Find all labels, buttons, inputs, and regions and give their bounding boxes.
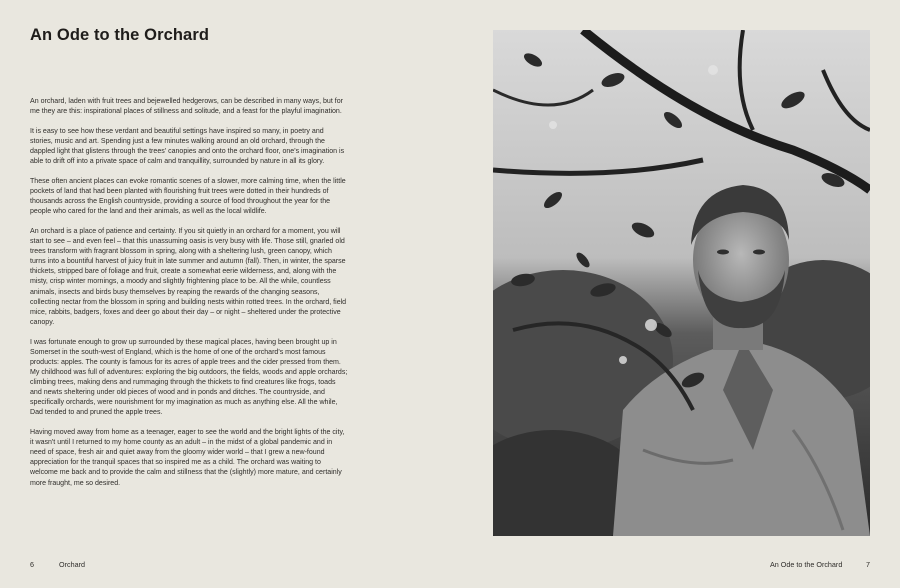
paragraph: These often ancient places can evoke romantic scenes of a slower, more calming time, when the little pockets of land that had been planted with flourishing fruit trees were dotted in their hundreds of thousands across the English countryside, providing a source of food throughout the year for the people who cared for the land and their animals, as well as the local wildlife. bbox=[30, 177, 346, 216]
paragraph: It is easy to see how these verdant and beautiful settings have inspired so many, in poetry and stories, music and art. Spending just a few minutes walking around an old orchard, through the dappled light that glistens through the trees' canopies and onto the orchard floor, one's imagination is able to drift off into a private space of calm and tranquillity, surrounded by nature in all its glory. bbox=[30, 127, 345, 166]
right-page-number: 7 bbox=[866, 560, 870, 569]
paragraph: Having moved away from home as a teenager, eager to see the world and the bright lights of the city, it wasn't until I returned to my home county as an adult – in the midst of a global pandemic and in need of space, fresh air and quiet away from the gloomy wider world – that I grew a new-found appreciation for the tranquil spaces that so inspired me as a child. The orchard was waiting to welcome me back and to provide the calm and stillness that the (slightly) more mature, and certainly more fraught, me so desired. bbox=[30, 429, 345, 487]
left-page-number: 6 bbox=[30, 560, 34, 569]
right-running-head: An Ode to the Orchard bbox=[770, 560, 843, 569]
portrait-photo bbox=[493, 30, 870, 536]
page-title: An Ode to the Orchard bbox=[30, 26, 210, 44]
paragraph: An orchard, laden with fruit trees and bejewelled hedgerows, can be described in many ways, but for me they are this: inspirational places of stillness and solitude, and a feast for the playful imagination. bbox=[30, 98, 343, 116]
paragraph: An orchard is a place of patience and certainty. If you sit quietly in an orchard for a moment, you will start to see – and even feel – that this unassuming oasis is very busy with life. Those still, gnarled old trees transform with fragrant blossom in spring, along with a sheltering lush, green canopy, which turns into a bountiful harvest of juicy fruit in late summer and autumn (fall). Then, in winter, the sparse thickets, stripped bare of foliage and fruit, create a somewhat eerie wilderness, and, along with the misty, crisp winter mornings, a moody and slightly frightening place to be. All the while, countless animals, insects and birds busy themselves by reaping the rewards of the changing seasons, collecting nectar from the blossom in spring and building nests within rotted trees. In the orchard, field mice, rabbits, badgers, foxes and deer go about their day – or night – sheltered under the protective canopy. bbox=[30, 228, 347, 326]
body-text bbox=[30, 97, 348, 498]
paragraph: I was fortunate enough to grow up surrounded by these magical places, having been brought up in Somerset in the south-west of England, which is the home of one of the orchard's most famous products: apples. The county is famous for its acres of apple trees and the cider pressed from them. My childhood was full of adventures: exploring the big outdoors, the fields, woods and apple orchards; climbing trees, making dens and rummaging through the thickets to find creatures like frogs, toads and newts sheltering under old pieces of wood and in ponds and ditches. The countryside, and specifically orchards, were nourishment for my imagination as much as anything else. All the while, Dad tended to and pruned the apple trees. bbox=[30, 338, 348, 417]
left-running-head: Orchard bbox=[59, 560, 85, 569]
